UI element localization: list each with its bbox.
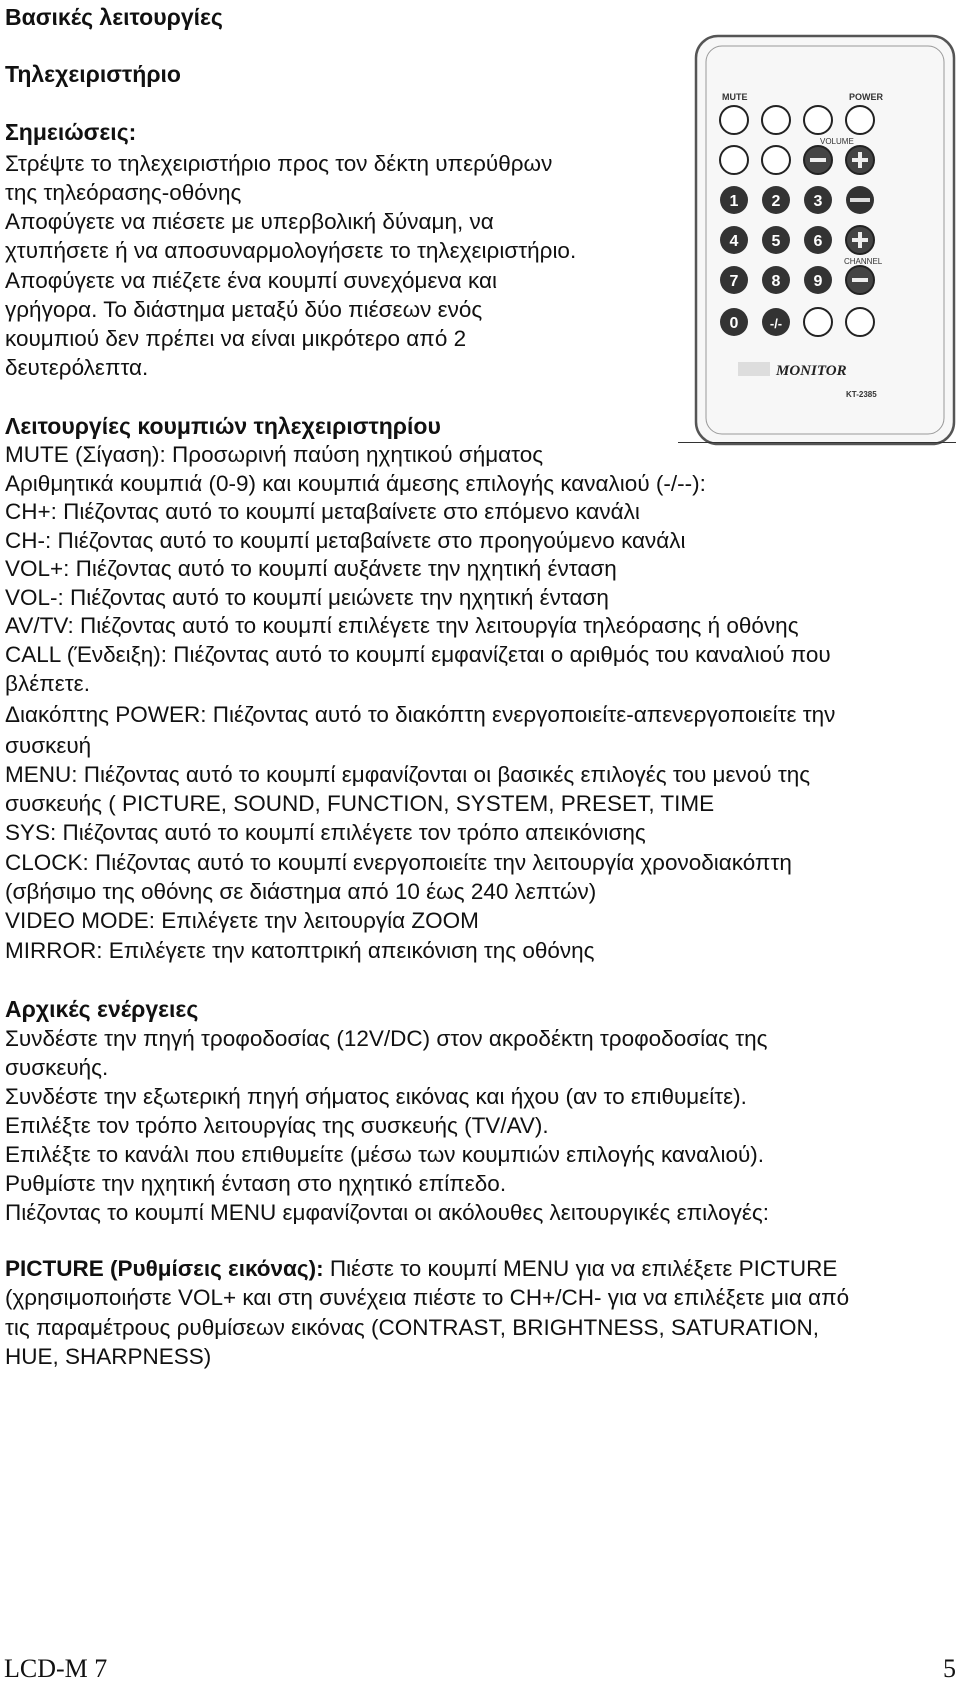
picture-line: (χρησιμοποιήστε VOL+ και στη συνέχεια πιέστε το CH+/CH- για να επιλέξετε μια από [5, 1285, 850, 1310]
notes-line: Αποφύγετε να πιέζετε ένα κουμπί συνεχόμενα και [5, 268, 498, 293]
remote-volume-label: VOLUME [820, 137, 854, 146]
picture-line: HUE, SHARPNESS) [5, 1344, 212, 1369]
initial-line: Συνδέστε την πηγή τροφοδοσίας (12V/DC) στον ακροδέκτη τροφοδοσίας της [5, 1026, 768, 1051]
remote-brand: MONITOR [776, 363, 847, 379]
picture-line: τις παραμέτρους ρυθμίσεων εικόνας (CONTRAST, BRIGHTNESS, SATURATION, [5, 1315, 819, 1340]
remote-power-label: POWER [849, 92, 884, 102]
initial-line: Επιλέξτε το κανάλι που επιθυμείτε (μέσω των κουμπιών επιλογής καναλιού). [5, 1142, 765, 1167]
remote-key-4: 4 [729, 233, 739, 250]
remote-heading: Τηλεχειριστήριο [5, 61, 181, 87]
remote-key-2: 2 [771, 193, 781, 210]
notes-line: Αποφύγετε να πιέσετε με υπερβολική δύναμη, να [5, 209, 494, 234]
remote-key-dash: -/- [769, 316, 783, 331]
picture-label: PICTURE (Ρυθμίσεις εικόνας): [5, 1256, 324, 1281]
notes-line: της τηλεόρασης-οθόνης [5, 180, 242, 205]
remote-key-6: 6 [813, 233, 823, 250]
function-line: VOL+: Πιέζοντας αυτό το κουμπί αυξάνετε την ηχητική ένταση [5, 556, 617, 581]
function-line: συσκευής ( PICTURE, SOUND, FUNCTION, SYSTEM, PRESET, TIME [5, 791, 715, 816]
footer-doc-id: LCD-M 7 [4, 1654, 108, 1683]
notes-line: δευτερόλεπτα. [5, 355, 149, 380]
remote-key-0: 0 [729, 315, 739, 332]
function-line: MIRROR: Επιλέγετε την κατοπτρική απεικόνιση της οθόνης [5, 938, 595, 963]
remote-control-image [694, 34, 956, 446]
remote-baseline [678, 442, 956, 443]
notes-line: χτυπήσετε ή να αποσυναρμολογήσετε το τηλεχειριστήριο. [5, 238, 577, 263]
notes-line: Στρέψτε το τηλεχειριστήριο προς τον δέκτη υπερύθρων [5, 151, 553, 176]
remote-key-9: 9 [813, 273, 823, 290]
initial-line: Πιέζοντας το κουμπί MENU εμφανίζονται οι ακόλουθες λειτουργικές επιλογές: [5, 1200, 769, 1225]
function-line: MUTE (Σίγαση): Προσωρινή παύση ηχητικού σήματος [5, 442, 544, 467]
notes-line: γρήγορα. Το διάστημα μεταξύ δύο πιέσεων ενός [5, 297, 483, 322]
remote-key-7: 7 [729, 273, 739, 290]
function-line: CALL (Ένδειξη): Πιέζοντας αυτό το κουμπί εμφανίζεται ο αριθμός του καναλιού που [5, 642, 831, 667]
function-line: (σβήσιμο της οθόνης σε διάστημα από 10 έως 240 λεπτών) [5, 879, 597, 904]
function-line: συσκευή [5, 733, 92, 758]
function-line: CLOCK: Πιέζοντας αυτό το κουμπί ενεργοποιείτε την λειτουργία χρονοδιακόπτη [5, 850, 792, 875]
function-line: βλέπετε. [5, 671, 90, 696]
functions-title: Λειτουργίες κουμπιών τηλεχειριστηρίου [5, 413, 441, 439]
function-line: VOL-: Πιέζοντας αυτό το κουμπί μειώνετε την ηχητική ένταση [5, 585, 609, 610]
footer-page-number: 5 [943, 1654, 956, 1683]
picture-line [5, 1254, 837, 1284]
initial-line: Ρυθμίστε την ηχητική ένταση στο ηχητικό επίπεδο. [5, 1171, 507, 1196]
initial-line: Επιλέξτε τον τρόπο λειτουργίας της συσκευής (TV/AV). [5, 1113, 549, 1138]
remote-key-3: 3 [813, 193, 823, 210]
picture-line1-text: Πιέστε το κουμπί MENU για να επιλέξετε PICTURE [323, 1256, 838, 1281]
page-heading: Βασικές λειτουργίες [5, 4, 223, 30]
function-line: Αριθμητικά κουμπιά (0-9) και κουμπιά άμεσης επιλογής καναλιού (-/--): [5, 471, 706, 496]
remote-key-8: 8 [771, 273, 781, 290]
remote-mute-label: MUTE [722, 92, 748, 102]
notes-line: κουμπιού δεν πρέπει να είναι μικρότερο από 2 [5, 326, 467, 351]
function-line: MENU: Πιέζοντας αυτό το κουμπί εμφανίζονται οι βασικές επιλογές του μενού της [5, 762, 811, 787]
remote-channel-label: CHANNEL [844, 257, 883, 266]
initial-title: Αρχικές ενέργειες [5, 996, 199, 1022]
remote-key-1: 1 [729, 193, 739, 210]
function-line: Διακόπτης POWER: Πιέζοντας αυτό το διακόπτη ενεργοποιείτε-απενεργοποιείτε την [5, 702, 836, 727]
initial-line: συσκευής. [5, 1055, 109, 1080]
remote-model: KT-2385 [846, 390, 877, 399]
function-line: AV/TV: Πιέζοντας αυτό το κουμπί επιλέγετε την λειτουργία τηλεόρασης ή οθόνης [5, 613, 799, 638]
notes-title: Σημειώσεις: [5, 119, 137, 145]
function-line: CH+: Πιέζοντας αυτό το κουμπί μεταβαίνετε στο επόμενο κανάλι [5, 499, 640, 524]
function-line: CH-: Πιέζοντας αυτό το κουμπί μεταβαίνετε στο προηγούμενο κανάλι [5, 528, 686, 553]
initial-line: Συνδέστε την εξωτερική πηγή σήματος εικόνας και ήχου (αν το επιθυμείτε). [5, 1084, 747, 1109]
function-line: VIDEO MODE: Επιλέγετε την λειτουργία ZOOM [5, 908, 479, 933]
function-line: SYS: Πιέζοντας αυτό το κουμπί επιλέγετε τον τρόπο απεικόνισης [5, 820, 646, 845]
remote-key-5: 5 [771, 233, 781, 250]
